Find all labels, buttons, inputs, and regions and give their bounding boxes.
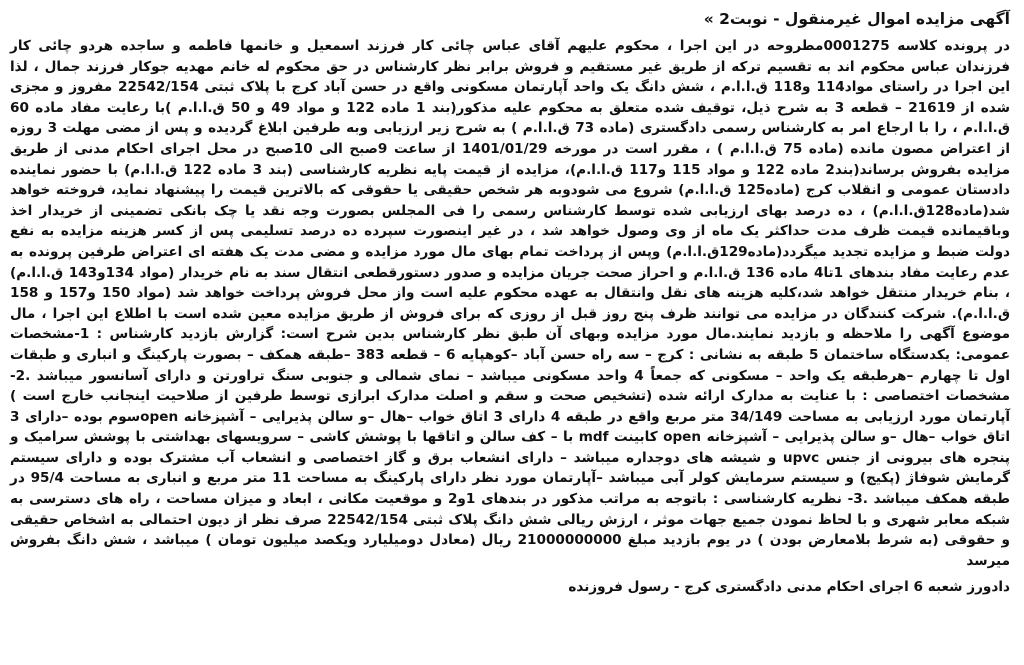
notice-body: در پرونده کلاسه 0001275مطروحه در این اجرا ، محکوم علیهم آقای عباس چائی کار فرزند اسمعیل و خانمها فاطمه و ساجده هردو چائی کار فرزندان عباس محکوم اند به تقسیم ترکه از طریق غیر مستقیم و فروش برابر نظر کارشناس در حق محکوم له خانم مهدیه جوکار فرزند جمال ، لذا این اجرا در راستای مواد114 و118 ق.ا.ا.م ، شش دانگ یک واحد آپارتمان مسکونی واقع در حسن آباد کرج با پلاک ثبتی 22542/154 مفروز و مجزی شده از 21619 – قطعه 3 به شرح ذیل، توقیف شده متعلق به محکوم علیه مذکور(بند 1 ماده 122 و مواد 49 و 50 ق.ا.ا.م )با رعایت مفاد ماده 60 ق.ا.ا.م ، را با ارجاع امر به کارشناس رسمی دادگستری (ماده 73 ق.ا.ا.م ) به شرح زیر ارزیابی وبه طرفین ابلاغ گردیده و پس از مضی مهلت 3 روزه از اعتراض مصون مانده (ماده 75 ق.ا.ا.م ) ، مقرر است در مورخه 1401/01/29 از ساعت 9صبح الی 10صبح در محل اجرای احکام مدنی از طریق مزایده بفروش برساند(بند2 ماده 122 و مواد 115 و117 ق.ا.ا.م)، مزایده از قیمت پایه نظریه کارشناسی (بند 3 ماده 122 ق.ا.ا.م) با حضور نماینده دادستان عمومی و انقلاب کرج (ماده125 ق.ا.ا.م) شروع می شودوبه هر شخص حقیقی یا حقوقی که بالاترین قیمت را پیشنهاد نماید، فروخته خواهد شد(ماده128ق.ا.ا.م) ، ده درصد بهای ارزیابی شده توسط کارشناس رسمی را فی المجلس بصورت وجه نقد یا چک بانکی تضمینی از خریدار اخذ وباقیمانده قیمت ظرف مدت حداکثر یک ماه از وی وصول خواهد شد ، در غیر اینصورت سپرده ده درصد تسلیمی پس از کسر هزینه مزایده به نفع دولت ضبط و مزایده تجدید میگردد(ماده129ق.ا.ا.م) وپس از پرداخت تمام بهای مال مورد مزایده و مضی مدت یک هفته ای اعتراض طرفین پرونده به عدم رعایت مفاد بندهای 1تا4 ماده 136 ق.ا.ا.م و احراز صحت جریان مزایده و صدور دستورقطعی انتقال سند به نام خریدار (مواد 134و143 ق.ا.ا.م) ، بنام خریدار منتقل خواهد شد،کلیه هزینه های نقل وانتقال به عهده محکوم علیه است واز محل فروش پرداخت خواهد شد (مواد 150 و157 و 158 ق.ا.ا.م). شرکت کنندگان در مزایده می توانند ظرف پنج روز قبل از روزی که برای فروش از طریق مزایده معین شده است با اطلاع این اجرا ، مال موضوع آگهی را ملاحظه و بازدید نمایند.مال مورد مزایده وبهای آن طبق نظر کارشناس بدین شرح است: گزارش بازدید کارشناس : 1-مشخصات عمومی: یکدستگاه ساختمان 5 طبقه به نشانی : کرج – سه راه حسن آباد –کوهپایه 6 – قطعه 383 –طبقه همکف – بصورت پارکینگ و انباری و طبقات اول تا چهارم –هرطبقه یک واحد – مسکونی که جمعاً 4 واحد مسکونی میباشد – نمای شمالی و جنوبی سنگ تراورتن و دارای آسانسور میباشد .2- مشخصات اختصاصی : با عنایت به مدارک ارائه شده (تشخیص صحت و سقم و اصلت مدارک ابرازی توسط طرفین از صلاحیت اینجانب خارج است ) آپارتمان مورد ارزیابی به مساحت 34/149 متر مربع واقع در طبقه 4 دارای 3 اتاق خواب –هال –و سالن پذیرایی – آشپزخانه openسوم بوده –دارای 3 اتاق خواب –هال –و سالن پذیرایی – آشپزخانه open کابینت mdf با – کف سالن و اتاقها با پوشش کاشی – سرویسهای بهداشتی با پوشش سرامیک و پنجره های بیرونی از جنس upvc و شیشه های دوجداره میباشد – دارای انشعاب برق و گاز اختصاصی و انشعاب آب مشترک بوده و دارای سیستم گرمایش شوفاژ (پکیج) و سیستم سرمایش کولر آبی میباشد –آپارتمان مورد نظر دارای پارکینگ به مساحت 11 متر مربع و انباری به مساحت 95/4 در طبقه همکف میباشد .3- نظریه کارشناسی : باتوجه به مراتب مذکور در بندهای 1و2 و موقعیت مکانی ، ابعاد و میزان مساحت ، راه های دسترسی به شبکه معابر شهری و با لحاظ نمودن جمیع جهات موثر ، ارزش ریالی شش دانگ پلاک ثبتی 22542/154 صرف نظر از دیون احتمالی به اشخاص حقیقی و حقوقی (به شرط بلامعارض بودن ) در یوم بازدید مبلغ 21000000000 ریال (معادل دومیلیارد ویکصد میلیون تومان ) میباشد ، شش دانگ بفروش میرسد	[10, 38, 1011, 569]
notice-title: آگهی مزایده اموال غیرمنقول - نوبت2 »	[703, 10, 1010, 28]
notice-signature: دادورز شعبه 6 اجرای احکام مدنی دادگستری کرج - رسول فروزنده	[568, 579, 1010, 596]
